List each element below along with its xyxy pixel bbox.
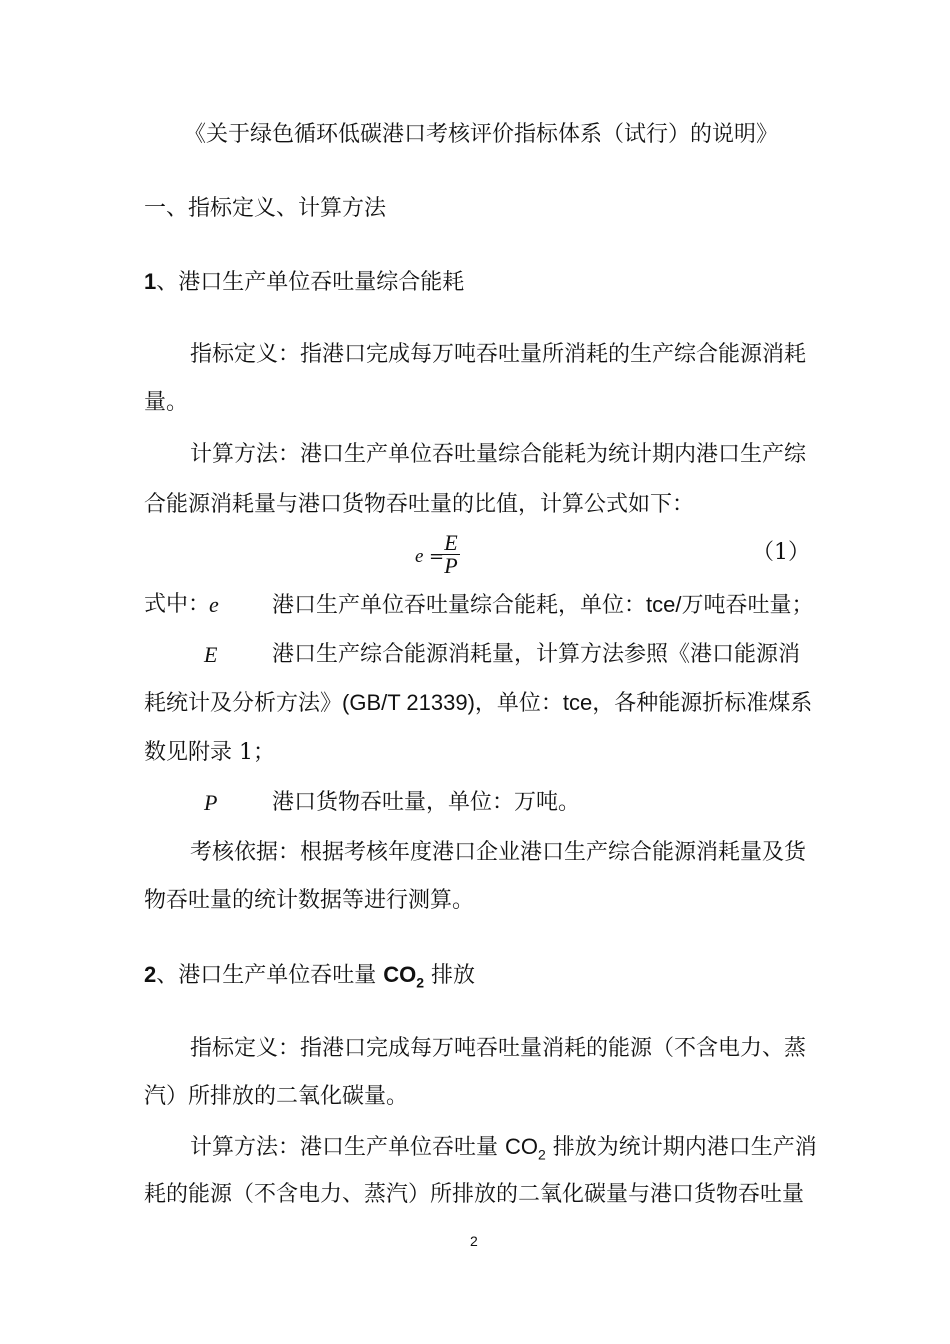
symbol-E-description: 港口生产综合能源消耗量，计算方法参照《港口能源消 [272,642,801,667]
desc-text: 耗统计及分析方法》 [144,691,343,716]
paragraph-line: 指标定义：指港口完成每万吨吞吐量所消耗的生产综合能源消耗 [190,342,807,367]
item-number: 1 [144,269,157,294]
desc-text: ，各种能源折标准煤系 [592,691,813,716]
item-number: 2 [144,962,157,987]
item-title: 排放 [424,963,476,988]
paragraph-line [144,688,812,719]
symbol-P-description: 港口货物吞吐量，单位：万吨。 [272,790,581,815]
equation-number: （1） [752,540,810,565]
co2-subscript: 2 [538,1146,546,1163]
item-2-heading [144,960,475,997]
document-title: 《关于绿色循环低碳港口考核评价指标体系（试行）的说明》 [184,122,779,147]
item-1-heading [144,267,464,298]
page-number: 2 [470,1233,478,1249]
paragraph-line: 指标定义：指港口完成每万吨吞吐量消耗的能源（不含电力、蒸 [190,1036,807,1061]
unit-text: tce/ [646,592,682,617]
co2-text: CO [505,1134,538,1159]
desc-text: 排放为统计期内港口生产消 [545,1135,817,1160]
symbol-E: E [204,642,218,667]
fraction-numerator: E [444,530,458,555]
standard-code: (GB/T 21339) [342,690,475,715]
paragraph-line: 合能源消耗量与港口货物吞吐量的比值，计算公式如下： [144,492,695,517]
desc-text: ，单位： [474,691,563,716]
item-title: 、港口生产单位吞吐量综合能耗 [156,270,465,295]
desc-text: 港口生产单位吞吐量综合能耗，单位： [272,593,647,618]
paragraph-line: 考核依据：根据考核年度港口企业港口生产综合能源消耗量及货 [190,840,807,865]
item-title: 、港口生产单位吞吐量 [156,963,384,988]
fraction-denominator: P [444,553,458,578]
unit-text: tce [562,690,593,715]
paragraph-line: 数见附录 1； [144,740,275,765]
paragraph-line: 计算方法：港口生产单位吞吐量综合能耗为统计期内港口生产综 [190,442,807,467]
paragraph-line: 量。 [144,390,189,415]
co2-text: CO [383,962,417,987]
co2-subscript: 2 [416,974,425,991]
formula-fraction [442,532,460,577]
paragraph-line [190,1132,817,1169]
symbol-P: P [204,790,218,815]
paragraph-line: 汽）所排放的二氧化碳量。 [144,1084,409,1109]
formula-equals: = [429,546,445,567]
where-prefix: 式中： [144,592,211,617]
desc-text: 计算方法：港口生产单位吞吐量 [190,1135,505,1160]
paragraph-line: 耗的能源（不含电力、蒸汽）所排放的二氧化碳量与港口货物吞吐量 [144,1182,805,1207]
where-e-line [144,590,210,620]
section-heading: 一、指标定义、计算方法 [144,196,387,221]
paragraph-line: 物吞吐量的统计数据等进行测算。 [144,888,475,913]
symbol-e-description [272,590,814,621]
desc-text: 万吨吞吐量； [681,593,814,618]
formula-lhs: e [415,546,424,567]
symbol-e: e [209,592,219,617]
